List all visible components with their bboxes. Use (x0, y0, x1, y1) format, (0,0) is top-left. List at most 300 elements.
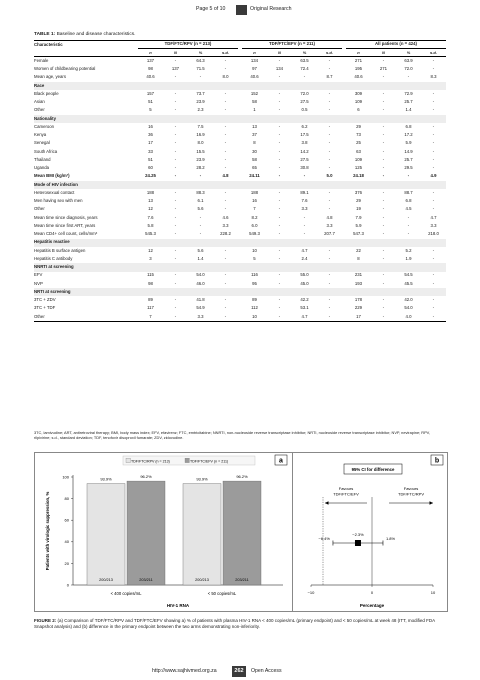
table-cell: 1.4 (197, 255, 204, 261)
table-cell: 12 (148, 247, 153, 253)
subheader-pct: % (396, 49, 421, 57)
table-cell: - (382, 99, 385, 105)
table-cell: - (278, 90, 281, 96)
table-cell: - (382, 214, 385, 220)
journal-url-link[interactable]: http://www.sajhivmed.org.za (152, 668, 217, 674)
subheader-N: N (371, 49, 396, 57)
table-cell: 14.9 (404, 148, 413, 154)
table-cell: - (382, 305, 385, 311)
x-tick-label: −10 (307, 590, 315, 595)
table-cell: - (432, 90, 435, 96)
section-label: Nationality (34, 115, 446, 123)
table-cell: - (328, 99, 331, 105)
table-cell: - (382, 90, 385, 96)
table-cell: - (382, 231, 385, 237)
table-cell: - (174, 57, 177, 63)
table-cell: 64.3 (196, 57, 205, 63)
bar (223, 481, 261, 585)
table-row (34, 107, 446, 115)
table-cell: 228.2 (220, 231, 231, 237)
table-cell: - (303, 74, 306, 80)
table-cell: 547.3 (353, 231, 364, 237)
ci-upper-label: 1.8% (385, 536, 396, 541)
table-cell: - (278, 198, 281, 204)
table-cell: - (382, 280, 385, 286)
table-cell: - (432, 148, 435, 154)
table-cell: 42.0 (404, 297, 413, 303)
section-label: Mode of HIV infection (34, 181, 446, 189)
bar-count-label: 200/213 (195, 578, 209, 582)
table-cell: 3.3 (326, 222, 333, 228)
table-cell: - (174, 123, 177, 129)
table-cell: - (278, 140, 281, 146)
table-cell: - (432, 107, 435, 113)
row-label: Uganda (34, 165, 50, 171)
table-cell: - (174, 206, 177, 212)
table-cell: 89 (252, 297, 257, 303)
table-cell: 25.7 (404, 99, 413, 105)
table-cell: - (224, 165, 227, 171)
section-label: NNRTI at screening (34, 263, 446, 271)
row-label: Men having sex with men (34, 198, 83, 204)
table-cell: 6.2 (301, 123, 308, 129)
y-tick-label: 40 (64, 539, 69, 545)
table-cell: 5.8 (147, 222, 154, 228)
table-cell: 117 (147, 305, 154, 311)
table-cell: 7.6 (147, 214, 154, 220)
table-cell: 4.8 (222, 173, 229, 179)
bar-value-label: 93.9% (196, 476, 208, 482)
table-cell: - (174, 148, 177, 154)
table-cell: 55.0 (300, 272, 309, 278)
table-cell: 549.3 (249, 231, 260, 237)
table-cell: 54.5 (404, 272, 413, 278)
table-cell: 16.9 (196, 132, 205, 138)
table-cell: 5.6 (197, 247, 204, 253)
table-cell: - (432, 99, 435, 105)
table-cell: - (432, 123, 435, 129)
header-efv: TDF/FTC/EFV (n = 211) (242, 41, 342, 49)
table-cell: - (174, 74, 177, 80)
table-cell: - (174, 132, 177, 138)
bar-value-label: 96.2% (140, 474, 152, 480)
table-cell: 36 (148, 132, 153, 138)
table-cell: - (371, 313, 396, 322)
table-cell: - (328, 297, 331, 303)
table-cell: - (382, 57, 385, 63)
row-label: Heterosexual contact (34, 189, 75, 195)
table-cell: - (407, 231, 410, 237)
table-cell: - (174, 247, 177, 253)
header-all: All patients (n = 424) (346, 41, 446, 49)
table-row (34, 255, 446, 263)
table-cell: - (278, 57, 281, 63)
table-cell: 231 (354, 272, 363, 278)
bar-value-label: 93.9% (100, 476, 112, 482)
table-cell: 134 (250, 57, 259, 63)
figure-2 (34, 452, 448, 612)
characteristics-table (34, 40, 446, 322)
table-cell: - (382, 247, 385, 253)
table-cell: 45.0 (300, 280, 309, 286)
row-label: Other (34, 206, 45, 212)
table-cell: - (407, 74, 410, 80)
table-cell: 8.2 (251, 214, 258, 220)
table-row (34, 57, 446, 66)
table-cell: - (278, 165, 281, 171)
table-cell: 4.0 (396, 313, 421, 322)
row-label: 3TC + TDF (34, 305, 56, 311)
row-label: South Africa (34, 148, 58, 154)
subheader-sd: s.d. (317, 49, 342, 57)
table-row (34, 148, 446, 156)
table-section-row (34, 82, 446, 90)
x-axis-label: HIV-1 RNA (166, 603, 190, 608)
table-caption (34, 32, 136, 37)
table-cell: 54.9 (196, 305, 205, 311)
bar-count-label: 203/211 (235, 578, 249, 582)
table-cell: - (382, 123, 385, 129)
table-cell: - (213, 313, 238, 322)
table-cell: - (174, 305, 177, 311)
table-cell: 30.8 (300, 165, 309, 171)
y-tick-label: 0 (66, 582, 69, 588)
table-cell: 72.0 (404, 66, 413, 72)
ci-chart-panel-b (293, 453, 447, 611)
table-cell: - (224, 272, 227, 278)
table-cell: - (174, 214, 177, 220)
table-cell: 1.9 (405, 255, 412, 261)
table-cell: 6.8 (405, 198, 412, 204)
table-cell: - (174, 255, 177, 261)
subheader-sd: s.d. (421, 49, 446, 57)
table-cell: - (328, 107, 331, 113)
table-row (34, 164, 446, 172)
table-row (34, 222, 446, 230)
table-cell: 545.3 (145, 231, 156, 237)
table-cell: - (278, 206, 281, 212)
table-cell: 4.7 (301, 247, 308, 253)
table-cell: - (224, 148, 227, 154)
table-cell: 16 (252, 198, 257, 204)
table-cell: 71.5 (196, 66, 205, 72)
bar (127, 481, 165, 585)
legend-entry: TDF/FTC/EFV (n = 211) (190, 459, 229, 464)
table-cell: - (382, 132, 385, 138)
table-cell: 60 (148, 165, 153, 171)
favours-right-label: Favours TDF/FTC/RPV (398, 486, 424, 497)
subheader-N: N (163, 49, 188, 57)
y-tick-label: 60 (64, 517, 69, 523)
row-label: EFV (34, 272, 43, 278)
table-cell: 27.5 (300, 99, 309, 105)
table-cell: 6.0 (251, 222, 258, 228)
table-cell: - (278, 99, 281, 105)
table-cell: - (382, 255, 385, 261)
table-row (34, 98, 446, 106)
y-tick-label: 20 (64, 560, 69, 566)
bar-value-label: 96.2% (236, 474, 248, 480)
table-cell: - (432, 247, 435, 253)
table-cell: - (432, 140, 435, 146)
table-row (34, 280, 446, 288)
table-cell: - (328, 90, 331, 96)
table-cell: - (224, 99, 227, 105)
legend-swatch (185, 458, 189, 462)
table-cell: - (432, 156, 435, 162)
table-cell: 112 (251, 305, 258, 311)
row-label: Hepatitis B surface antigen (34, 247, 86, 253)
table-cell: - (328, 165, 331, 171)
table-row (34, 140, 446, 148)
table-section-row (34, 263, 446, 271)
table-cell: 88.3 (196, 189, 205, 195)
table-cell: - (328, 66, 331, 72)
table-cell: - (199, 74, 202, 80)
table-cell: 13 (148, 198, 153, 204)
table-row (34, 197, 446, 205)
open-access-label: Open Access (251, 668, 282, 674)
table-cell: - (267, 313, 292, 322)
table-cell: - (432, 255, 435, 261)
row-label: NVP (34, 280, 43, 286)
table-section-row (34, 181, 446, 189)
table-cell: - (174, 297, 177, 303)
table-cell: - (407, 222, 410, 228)
table-cell: - (382, 140, 385, 146)
table-cell: 5.6 (197, 206, 204, 212)
table-row (34, 305, 446, 313)
bar-count-label: 203/211 (139, 578, 153, 582)
table-row (34, 230, 446, 238)
table-cell: 30 (252, 148, 257, 154)
table-cell: 7.5 (197, 123, 204, 129)
subheader-n: n (242, 49, 267, 57)
table-cell: - (224, 107, 227, 113)
table-cell: 72.4 (300, 66, 309, 72)
point-estimate-label: −2.3% (352, 532, 364, 537)
table-cell: - (407, 214, 410, 220)
table-cell: 14.2 (300, 148, 309, 154)
x-tick-label: 10 (430, 590, 436, 595)
table-cell: 3.3 (222, 222, 229, 228)
y-tick-label: 100 (62, 474, 69, 480)
table-cell: 6.8 (405, 123, 412, 129)
table-row (34, 90, 446, 98)
table-cell: 3 (149, 255, 152, 261)
y-axis-label: Patients with virologic suppression, % (45, 491, 50, 571)
table-cell: - (224, 255, 227, 261)
row-label: Mean CD4+ cell count, cells/mm³ (34, 231, 98, 237)
table-cell: - (199, 222, 202, 228)
table-cell: 309 (354, 90, 363, 96)
panel-a-label: a (279, 457, 283, 465)
table-cell: - (432, 297, 435, 303)
table-cell: 8 (253, 140, 256, 146)
table-row (34, 189, 446, 197)
table-cell: - (278, 156, 281, 162)
table-cell: 1.4 (405, 107, 412, 113)
page-label: Page 5 of 10 (196, 6, 226, 12)
table-row (34, 123, 446, 131)
table-cell: 4.9 (430, 173, 437, 179)
table-cell: - (382, 198, 385, 204)
table-cell: 0.5 (301, 107, 308, 113)
table-cell: - (328, 132, 331, 138)
table-cell: 72.9 (404, 90, 413, 96)
table-cell: - (382, 222, 385, 228)
table-cell: 8.0 (222, 74, 229, 80)
table-cell: 6.1 (197, 198, 204, 204)
table-cell: 40.6 (146, 74, 155, 80)
table-caption-text: Baseline and disease characteristics. (55, 32, 136, 37)
table-cell: 53.1 (300, 305, 309, 311)
table-cell: 5.9 (405, 140, 412, 146)
section-label: Original Research (250, 6, 292, 12)
table-row (34, 206, 446, 214)
table-cell: 17.2 (404, 132, 413, 138)
table-cell: 1 (253, 107, 256, 113)
table-cell: - (328, 255, 331, 261)
table-cell: 8.3 (430, 74, 437, 80)
table-cell: - (278, 231, 281, 237)
table-cell: 2.4 (301, 255, 308, 261)
ci-title: 95% CI for difference (351, 466, 395, 472)
table-cell: 73.7 (196, 90, 205, 96)
table-cell: 58 (252, 99, 257, 105)
table-cell: 24.18 (353, 173, 364, 179)
table-cell: - (224, 57, 227, 63)
table-cell: 5.2 (405, 247, 412, 253)
table-cell: - (328, 280, 331, 286)
table-cell: 95 (252, 280, 257, 286)
section-label: Race (34, 82, 446, 90)
table-cell: - (432, 206, 435, 212)
table-cell: - (328, 123, 331, 129)
table-row (34, 173, 446, 181)
table-cell: 271 (354, 57, 363, 63)
table-cell: 51 (148, 99, 153, 105)
table-cell: 29.5 (404, 165, 413, 171)
table-cell: 5 (253, 255, 256, 261)
table-cell: - (278, 74, 281, 80)
table-section-row (34, 288, 446, 296)
favours-left-line1: Favours TDF/FTC/EFV (333, 486, 359, 497)
table-cell: 13 (252, 123, 257, 129)
row-label: Asian (34, 99, 45, 105)
table-cell: 58 (252, 156, 257, 162)
table-cell: 37 (252, 132, 257, 138)
table-cell: 15.5 (196, 148, 205, 154)
table-cell: 10 (252, 247, 257, 253)
panel-b-label: b (434, 457, 440, 465)
table-row (34, 156, 446, 164)
table-cell: - (174, 222, 177, 228)
table-cell: 63.5 (300, 57, 309, 63)
table-cell: 137 (146, 57, 155, 63)
table-cell: - (199, 173, 202, 179)
table-cell: - (174, 189, 177, 195)
table-cell: 17.5 (300, 132, 309, 138)
table-cell: 3.8 (301, 140, 308, 146)
table-cell: - (278, 107, 281, 113)
row-label: Thailand (34, 156, 51, 162)
section-label: NRTI at screening (34, 288, 446, 296)
table-cell: - (278, 247, 281, 253)
legend-entry: TDF/FTC/RPV (n = 213) (131, 459, 170, 464)
table-cell: 27.5 (300, 156, 309, 162)
table-cell: - (382, 189, 385, 195)
table-cell: - (303, 231, 306, 237)
row-label: Cameroon (34, 123, 55, 129)
table-cell: 188 (250, 189, 259, 195)
arrow-left-head (325, 501, 329, 505)
table-cell: - (303, 214, 306, 220)
table-cell: - (278, 255, 281, 261)
table-cell: - (174, 231, 177, 237)
x-category-label: < 400 copies/mL (110, 591, 142, 596)
table-cell: - (224, 90, 227, 96)
table-cell: 24.11 (249, 173, 260, 179)
x-axis-label: Percentage (359, 603, 385, 608)
ci-lower-label: −6.4% (318, 536, 330, 541)
table-cell: - (174, 90, 177, 96)
table-row (34, 131, 446, 139)
table-row (34, 74, 446, 82)
subheader-n: n (346, 49, 371, 57)
table-cell: - (224, 247, 227, 253)
table-cell: 28.2 (196, 165, 205, 171)
bar (183, 484, 221, 585)
row-label: Other (34, 107, 45, 113)
row-label: Black people (34, 90, 59, 96)
legend-swatch (126, 458, 130, 462)
table-cell: - (278, 297, 281, 303)
table-cell: 125 (354, 165, 363, 171)
table-cell: 98 (148, 66, 153, 72)
table-cell: - (421, 313, 446, 322)
table-cell: - (317, 313, 342, 322)
table-cell: - (224, 198, 227, 204)
table-cell: 89.1 (300, 189, 309, 195)
table-cell: 22 (356, 247, 361, 253)
bar-chart-panel-a (35, 453, 292, 611)
table-body (34, 57, 446, 322)
table-cell: 51 (148, 156, 153, 162)
table-cell: 29 (356, 123, 361, 129)
table-cell: 2.3 (197, 107, 204, 113)
x-category-label: < 50 copies/mL (207, 591, 237, 596)
table-cell: - (382, 173, 385, 179)
table-cell: 178 (354, 297, 363, 303)
table-cell: - (174, 99, 177, 105)
table-section-row (34, 239, 446, 247)
table-cell: - (174, 198, 177, 204)
page-footer (0, 667, 480, 679)
bar (87, 484, 125, 585)
row-label: Mean time since first ART, years (34, 222, 96, 228)
table-cell: 23.9 (196, 156, 205, 162)
table-cell: - (328, 57, 331, 63)
table-cell: - (328, 305, 331, 311)
table-cell: - (328, 198, 331, 204)
table-cell: 54.0 (404, 305, 413, 311)
table-cell: 54.0 (196, 272, 205, 278)
table-cell: - (163, 313, 188, 322)
table-cell: 109 (354, 99, 363, 105)
table-cell: - (328, 272, 331, 278)
table-cell: - (174, 173, 177, 179)
